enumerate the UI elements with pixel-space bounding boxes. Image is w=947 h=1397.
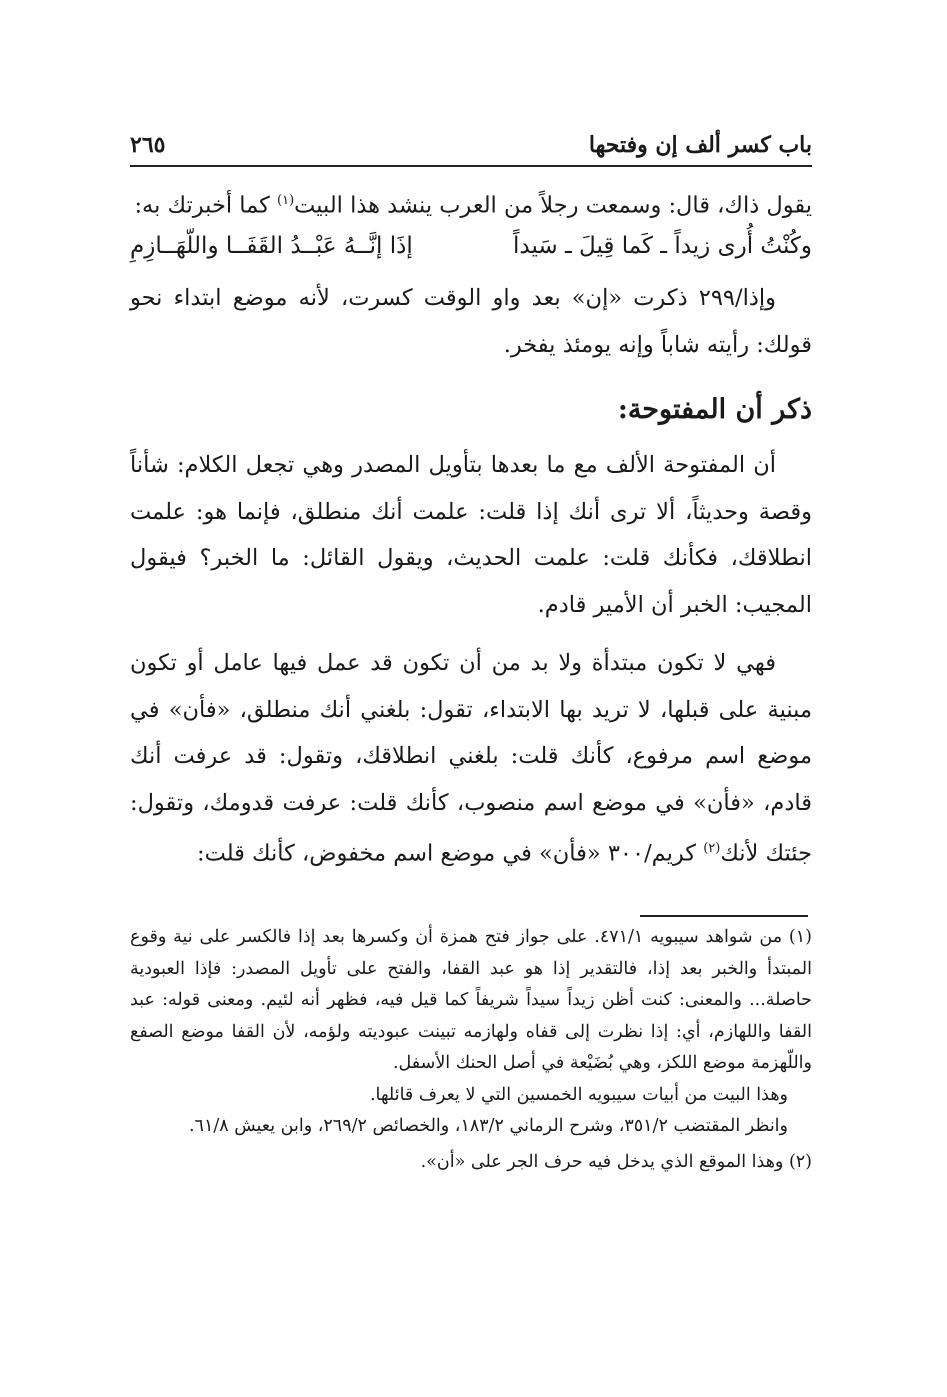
paragraph-3: أن المفتوحة الألف مع ما بعدها بتأويل المصدر وهي تجعل الكلام: شأناً وقصة وحديثاً، ألا ترى أنك إذا قلت: علمت أنك منطلق، فإنما هو: علمت انطلاقك، فكأنك قلت: علمت الحديث، ويقول القائل: ما الخبر؟ فيقول المجيب: الخبر أن الأمير قادم. [130,452,812,618]
footnote-1-note: وهذا البيت من أبيات سيبويه الخمسين التي لا يعرف قائلها. [369,1084,788,1105]
footnote-ref-2: (٢) [703,841,721,856]
poetry-verse [130,229,812,275]
verse-second-hemistich: إذَا إنَّــهُ عَبْــدُ القَفَــا واللّهَــازِمِ [130,233,413,259]
footnotes [130,922,812,1178]
footnote-2: (٢) وهذا الموقع الذي يدخل فيه حرف الجر على «أن». [420,1151,812,1172]
footnote-1: (١) من شواهد سيبويه ٤٧١/١. على جواز فتح همزة أن وكسرها بعد إذا فالكسر على نية وقوع المبتدأ والخبر بعد إذا، فالتقدير إذا هو عبد القفا، والفتح على تأويل المصدر: فإذا العبودية حاصلة... والمعنى: كنت أظن زيداً سيداً شريفاً كما قيل فيه، فظهر أنه لئيم. ومعنى قوله: عبد القفا واللهازم، أي: إذا نظرت إلى قفاه ولهازمه تبينت عبوديته ولؤمه، لأن القفا موضع الصفع واللّهزمة موضع اللكز، وهي بُضَيْعة في أصل الحنك الأسفل. [130,927,812,1073]
paragraph-4-text: فهي لا تكون مبتدأة ولا بد من أن تكون قد عمل فيها عامل أو تكون مبنية على قبلها، لا تريد بها الابتداء، تقول: بلغني أنك منطلق، «فأن» في موضع اسم مرفوع، كأنك قلت: بلغني انطلاقك، وتقول: قد عرفت أنك قادم، «فأن» في موضع اسم منصوب، كأنك قلت: عرفت قدومك، وتقول: جئتك لأنك [130,650,812,867]
footnote-1-refs: وانظر المقتضب ٣٥١/٢، وشرح الرماني ١٨٣/٢، والخصائص ٢٦٩/٢، وابن يعيش ٦١/٨. [188,1116,788,1136]
paragraph-1-end: كما أخبرتك به: [134,192,277,219]
main-text [130,178,812,877]
footnote-rule [640,915,808,917]
running-title: باب كسر ألف إن وفتحها [588,132,812,158]
paragraph-4-end: كريم/٣٠٠ «فأن» في موضع اسم مخفوض، كأنك قلت: [197,840,704,867]
paragraph-2: وإذا/٢٩٩ ذكرت «إن» بعد واو الوقت كسرت، لأنه موضع ابتداء نحو قولك: رأيته شاباً وإنه يومئذ يفخر. [130,285,812,358]
page-header [130,132,812,160]
section-heading: ذكر أن المفتوحة: [617,394,812,425]
paragraph-1-text: يقول ذاك، قال: وسمعت رجلاً من العرب ينشد هذا البيت [294,192,812,219]
verse-first-hemistich: وكُنْتُ أُرى زيداً ـ كَما قِيلَ ـ سَيداً [513,233,812,259]
paragraph-1 [130,178,812,229]
paragraph-gap [130,628,812,640]
footnote-ref-1: (١) [277,193,295,208]
paragraph-4 [130,640,812,877]
header-rule [130,165,812,167]
page-number: ٢٦٥ [130,132,166,158]
